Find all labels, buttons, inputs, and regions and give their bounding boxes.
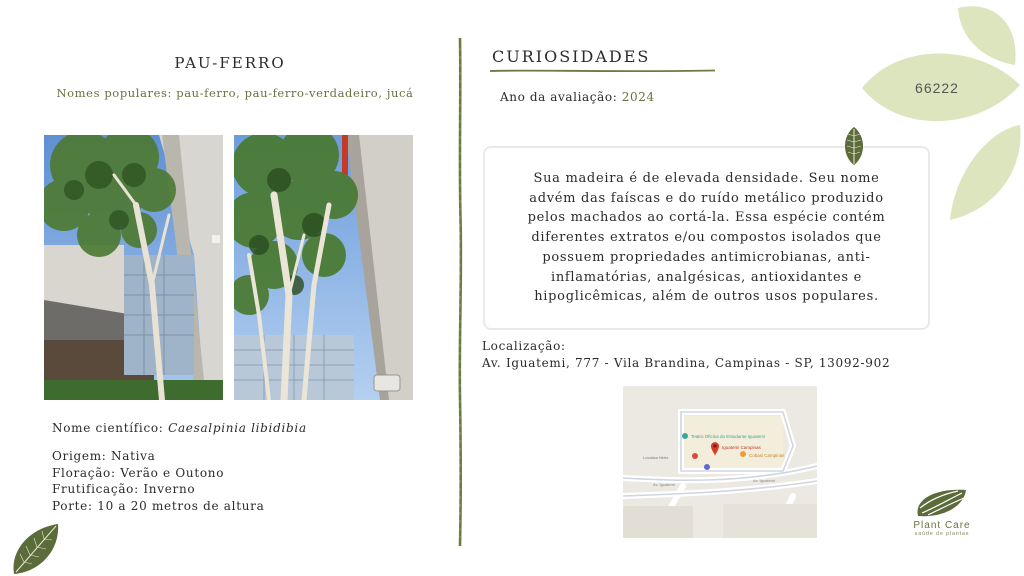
year-value: 2024 bbox=[621, 90, 655, 104]
curiosities-text: Sua madeira é de elevada densidade. Seu nome advém das faíscas e do ruído metálico produzido pelos machados ao cortá-la. Essa espécie contém diferentes extratos e/ou compostos isolados que possuem propriedades antimicrobianas, anti-inflamatórias, analgésicas, antioxidantes e hipoglicêmicas, além de outros usos populares. bbox=[527, 170, 886, 305]
location-map[interactable] bbox=[623, 386, 817, 538]
plant-name: PAU-FERRO bbox=[174, 54, 286, 72]
tree-photo-2 bbox=[234, 135, 413, 400]
map-label-cobasi: Cobasi Campinas bbox=[749, 453, 785, 458]
brand-leaf-icon bbox=[914, 486, 970, 518]
scientific-name bbox=[52, 421, 307, 435]
location-address: Av. Iguatemi, 777 - Vila Brandina, Campinas - SP, 13092-902 bbox=[482, 356, 891, 370]
evaluation-year bbox=[500, 90, 655, 104]
map-label-localiza: Localiza Hertz bbox=[643, 455, 669, 460]
heading-underline bbox=[490, 68, 715, 74]
scientific-label: Nome científico: bbox=[52, 421, 164, 435]
fact-fruiting: Frutificação: Inverno bbox=[52, 482, 196, 497]
popular-names: Nomes populares: pau-ferro, pau-ferro-verdadeiro, jucá bbox=[56, 86, 414, 100]
fact-origin: Origem: Nativa bbox=[52, 449, 156, 463]
leaves-decoration-icon bbox=[860, 0, 1024, 230]
curiosities-heading: CURIOSIDADES bbox=[492, 47, 651, 66]
plant-facts bbox=[52, 448, 264, 515]
plant-code: 66222 bbox=[915, 80, 959, 96]
scientific-value: Caesalpinia libidibia bbox=[168, 421, 307, 435]
location-label: Localização: bbox=[482, 339, 566, 353]
fact-size: Porte: 10 a 20 metros de altura bbox=[52, 499, 265, 514]
fact-flowering: Floração: Verão e Outono bbox=[52, 465, 225, 480]
tree-photo-1 bbox=[44, 135, 223, 400]
map-label-iguatemi: Iguatemi Campinas bbox=[722, 445, 761, 450]
brand-logo bbox=[900, 486, 984, 537]
map-road-label-1: Av. Iguatemi bbox=[653, 482, 675, 487]
leaf-icon bbox=[842, 126, 866, 166]
brand-name: Plant Care bbox=[913, 520, 971, 531]
year-label: Ano da avaliação: bbox=[500, 90, 618, 104]
map-road-label-2: Av. Iguatemi bbox=[753, 478, 775, 483]
vertical-divider bbox=[456, 38, 464, 546]
map-label-theatre: Teatro Oficina do Estudante Iguatemi bbox=[691, 434, 766, 439]
leaf-corner-icon bbox=[10, 520, 62, 576]
brand-tagline: saúde de plantas bbox=[914, 531, 970, 537]
